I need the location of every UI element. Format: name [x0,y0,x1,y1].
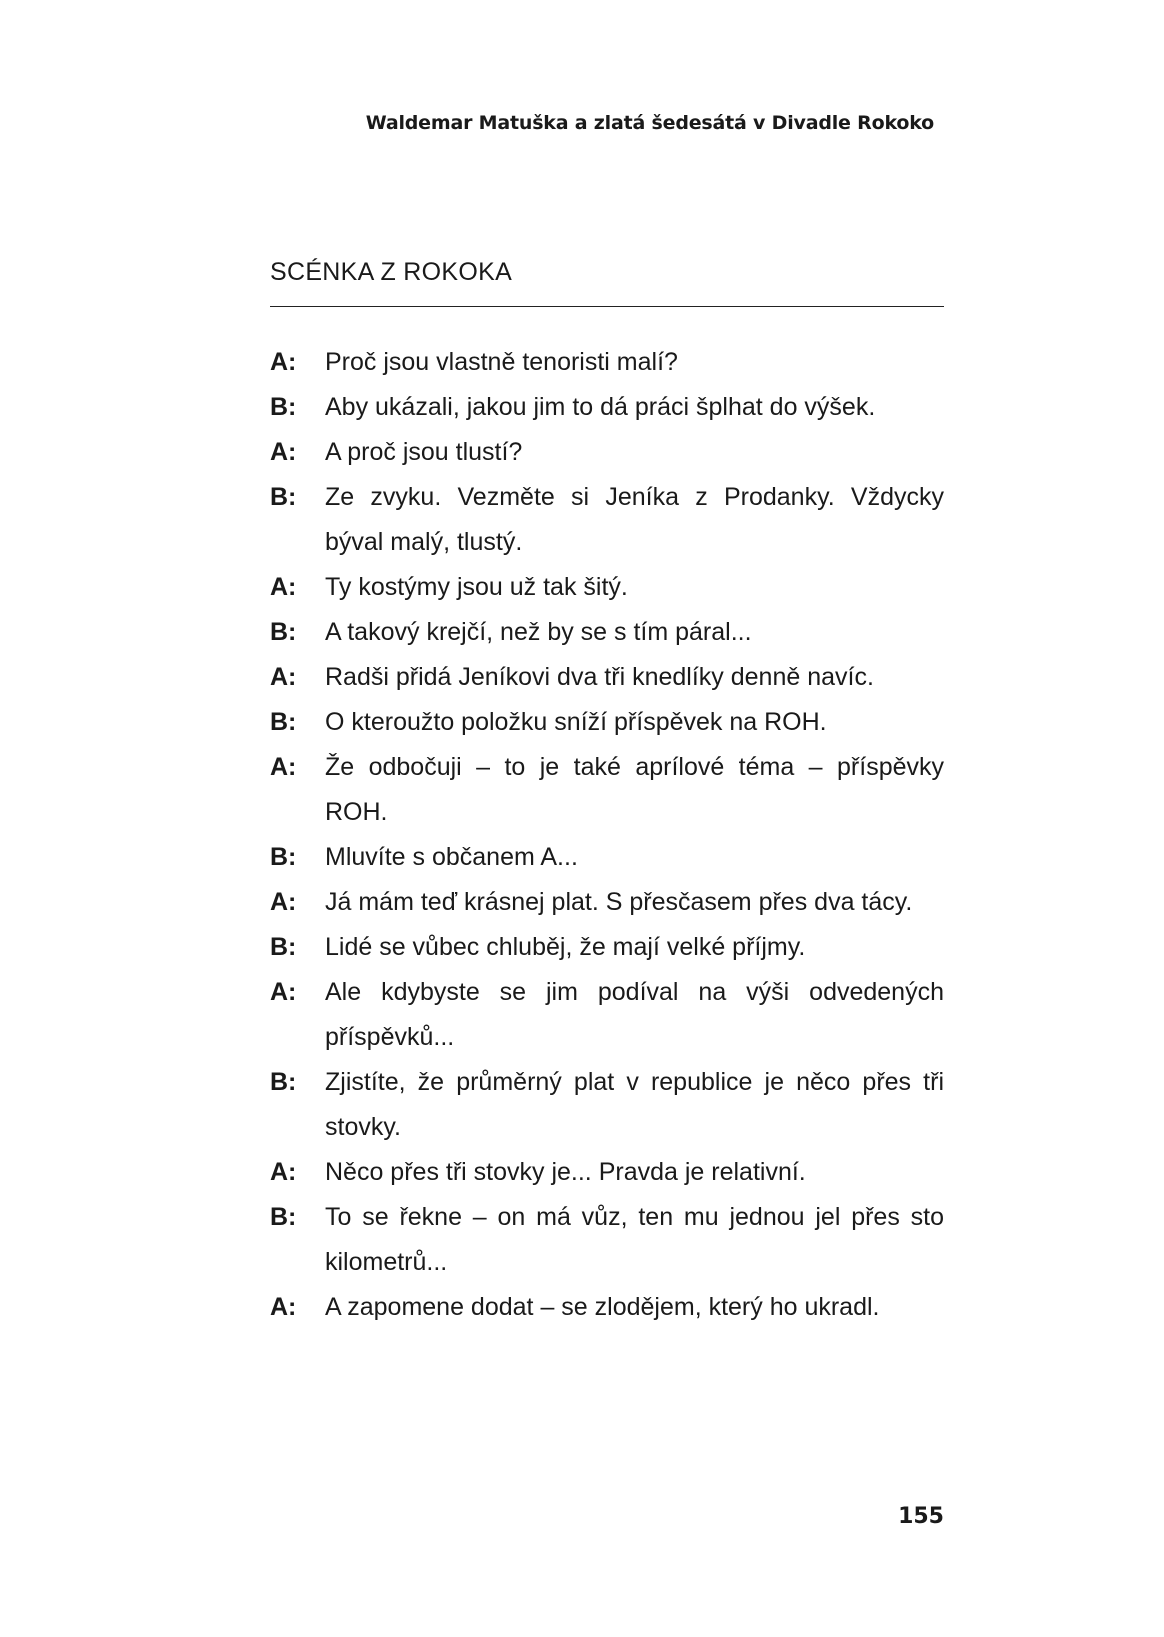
dialogue-line [270,475,944,565]
dialogue-line [270,1195,944,1285]
speech-text: Lidé se vůbec chluběj, že mají velké příjmy. [325,933,806,961]
speaker-label: B: [270,483,297,511]
speaker-label: B: [270,843,297,871]
speech-text: Ale kdybyste se jim podíval na výši odvedených příspěvků... [325,978,944,1051]
speaker-label: B: [270,393,297,421]
speaker-label: B: [270,933,297,961]
title-divider [270,306,944,307]
speaker-label: A: [270,573,297,601]
speech-text: Že odbočuji – to je také aprílové téma – příspěvky ROH. [325,753,944,826]
speech-text: A zapomene dodat – se zlodějem, který ho ukradl. [325,1293,880,1321]
speech-text: Něco přes tři stovky je... Pravda je relativní. [325,1158,806,1186]
dialogue-line [270,925,944,970]
speaker-label: B: [270,708,297,736]
dialogue-line [270,1150,944,1195]
speech-text: Radši přidá Jeníkovi dva tři knedlíky denně navíc. [325,663,874,691]
speech-text: A proč jsou tlustí? [325,438,523,466]
dialogue-line [270,1285,944,1330]
speaker-label: A: [270,663,297,691]
speaker-label: A: [270,888,297,916]
scene-title: SCÉNKA Z ROKOKA [270,258,513,286]
dialogue-line [270,1060,944,1150]
dialogue-line [270,655,944,700]
speaker-label: A: [270,1293,297,1321]
dialogue-line [270,430,944,475]
dialogue-line [270,340,944,385]
speaker-label: A: [270,348,297,376]
dialogue [270,340,944,1330]
dialogue-line [270,970,944,1060]
dialogue-line [270,745,944,835]
dialogue-line [270,610,944,655]
speaker-label: B: [270,1068,297,1096]
speech-text: Proč jsou vlastně tenoristi malí? [325,348,678,376]
dialogue-line [270,835,944,880]
speech-text: To se řekne – on má vůz, ten mu jednou jel přes sto kilometrů... [325,1203,944,1276]
speech-text: Zjistíte, že průměrný plat v republice je něco přes tři stovky. [325,1068,944,1141]
page-number: 155 [898,1504,944,1529]
speech-text: Aby ukázali, jakou jim to dá práci šplhat do výšek. [325,393,876,421]
dialogue-line [270,880,944,925]
speaker-label: A: [270,438,297,466]
speech-text: O kteroužto položku sníží příspěvek na ROH. [325,708,827,736]
speech-text: Mluvíte s občanem A... [325,843,578,871]
speech-text: Ze zvyku. Vezměte si Jeníka z Prodanky. Vždycky býval malý, tlustý. [325,483,944,556]
dialogue-line [270,385,944,430]
speaker-label: B: [270,618,297,646]
speaker-label: B: [270,1203,297,1231]
running-header: Waldemar Matuška a zlatá šedesátá v Divadle Rokoko [365,112,934,134]
speech-text: Ty kostýmy jsou už tak šitý. [325,573,628,601]
speech-text: A takový krejčí, než by se s tím páral... [325,618,752,646]
speaker-label: A: [270,1158,297,1186]
dialogue-line [270,700,944,745]
dialogue-line [270,565,944,610]
speaker-label: A: [270,753,297,781]
speaker-label: A: [270,978,297,1006]
speech-text: Já mám teď krásnej plat. S přesčasem přes dva tácy. [325,888,913,916]
